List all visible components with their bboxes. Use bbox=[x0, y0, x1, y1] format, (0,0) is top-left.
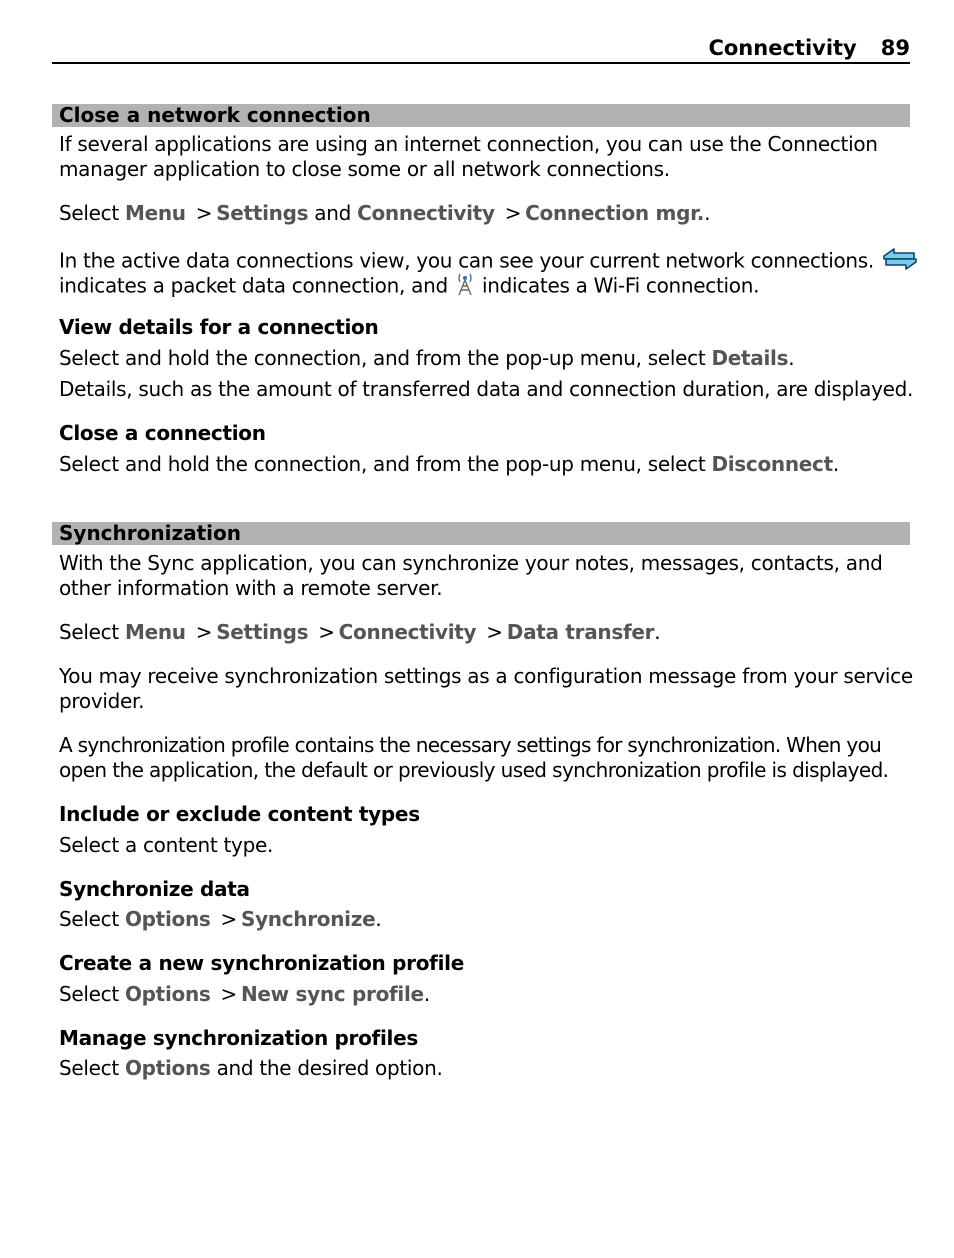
path-end: . bbox=[704, 201, 711, 225]
manage-profiles-heading: Manage synchronization profiles bbox=[59, 1026, 418, 1050]
section-heading-synchronization: Synchronization bbox=[52, 522, 910, 545]
path-end: . bbox=[375, 907, 382, 931]
path-separator: > bbox=[195, 201, 213, 225]
sync-receive-line1: You may receive synchronization settings as a configuration message from your service bbox=[59, 664, 913, 688]
path-select: Select bbox=[59, 620, 119, 644]
manage-profiles-instruction bbox=[59, 1056, 907, 1081]
path-menu: Menu bbox=[124, 620, 186, 644]
options-label: Options bbox=[124, 1056, 211, 1080]
page-number: 89 bbox=[880, 36, 910, 60]
active-view-text1: In the active data connections view, you can see your current network connections. bbox=[59, 248, 874, 273]
sync-menu-path bbox=[59, 620, 907, 645]
options-label: Options bbox=[124, 907, 211, 931]
include-text: Select a content type. bbox=[59, 833, 274, 857]
path-connection-mgr: Connection mgr. bbox=[525, 201, 705, 225]
disconnect-option: Disconnect bbox=[711, 452, 833, 476]
path-separator: > bbox=[318, 620, 335, 644]
close-connection-text: Select and hold the connection, and from the pop-up menu, select bbox=[59, 452, 706, 476]
path-separator: > bbox=[195, 620, 213, 644]
include-heading: Include or exclude content types bbox=[59, 802, 420, 826]
path-select: Select bbox=[59, 982, 119, 1006]
wifi-icon bbox=[454, 271, 476, 303]
synchronize-data-instruction bbox=[59, 907, 907, 932]
sync-intro-line2: other information with a remote server. bbox=[59, 576, 443, 600]
path-settings: Settings bbox=[216, 201, 309, 225]
create-profile-heading: Create a new synchronization profile bbox=[59, 951, 464, 975]
path-select: Select bbox=[59, 907, 119, 931]
close-connection-instruction bbox=[59, 452, 907, 477]
path-separator: > bbox=[504, 201, 522, 225]
sync-profile-line1: A synchronization profile contains the necessary settings for synchronization. When you bbox=[59, 733, 882, 757]
close-network-intro-line1: If several applications are using an internet connection, you can use the Connection bbox=[59, 132, 878, 156]
close-connection-heading: Close a connection bbox=[59, 421, 266, 445]
path-end: . bbox=[423, 982, 430, 1006]
path-select: Select bbox=[59, 1056, 119, 1080]
chapter-title: Connectivity bbox=[708, 36, 857, 60]
path-and: and bbox=[314, 201, 351, 225]
path-end: . bbox=[654, 620, 661, 644]
path-connectivity: Connectivity bbox=[338, 620, 477, 644]
path-settings: Settings bbox=[216, 620, 309, 644]
path-separator: > bbox=[220, 982, 237, 1006]
path-separator: > bbox=[220, 907, 237, 931]
active-view-text2: indicates a packet data connection, and bbox=[59, 273, 448, 298]
synchronize-data-heading: Synchronize data bbox=[59, 877, 250, 901]
path-menu: Menu bbox=[124, 201, 186, 225]
close-connection-end: . bbox=[832, 452, 839, 476]
synchronize-option: Synchronize bbox=[240, 907, 376, 931]
close-network-menu-path bbox=[59, 201, 907, 226]
path-data-transfer: Data transfer bbox=[506, 620, 655, 644]
sync-receive-line2: provider. bbox=[59, 689, 145, 713]
section-heading-close-network: Close a network connection bbox=[52, 104, 910, 127]
path-separator: > bbox=[486, 620, 503, 644]
details-heading: View details for a connection bbox=[59, 315, 379, 339]
sync-intro-line1: With the Sync application, you can synchronize your notes, messages, contacts, and bbox=[59, 551, 883, 575]
new-sync-profile-option: New sync profile bbox=[240, 982, 424, 1006]
create-profile-instruction bbox=[59, 982, 907, 1007]
header-rule bbox=[52, 62, 910, 64]
details-end: . bbox=[788, 346, 795, 370]
details-description: Details, such as the amount of transferred data and connection duration, are displayed. bbox=[59, 377, 914, 401]
path-connectivity: Connectivity bbox=[357, 201, 495, 225]
sync-profile-line2: open the application, the default or previously used synchronization profile is displayed. bbox=[59, 758, 889, 782]
details-option: Details bbox=[711, 346, 789, 370]
path-select: Select bbox=[59, 201, 119, 225]
options-label: Options bbox=[124, 982, 211, 1006]
manage-profiles-text: and the desired option. bbox=[216, 1056, 443, 1080]
details-instruction bbox=[59, 346, 907, 371]
close-network-intro-line2: manager application to close some or all network connections. bbox=[59, 157, 670, 181]
page-header bbox=[708, 36, 910, 60]
details-text: Select and hold the connection, and from the pop-up menu, select bbox=[59, 346, 706, 370]
active-view-line2 bbox=[59, 271, 907, 303]
active-view-text3: indicates a Wi-Fi connection. bbox=[481, 273, 760, 298]
